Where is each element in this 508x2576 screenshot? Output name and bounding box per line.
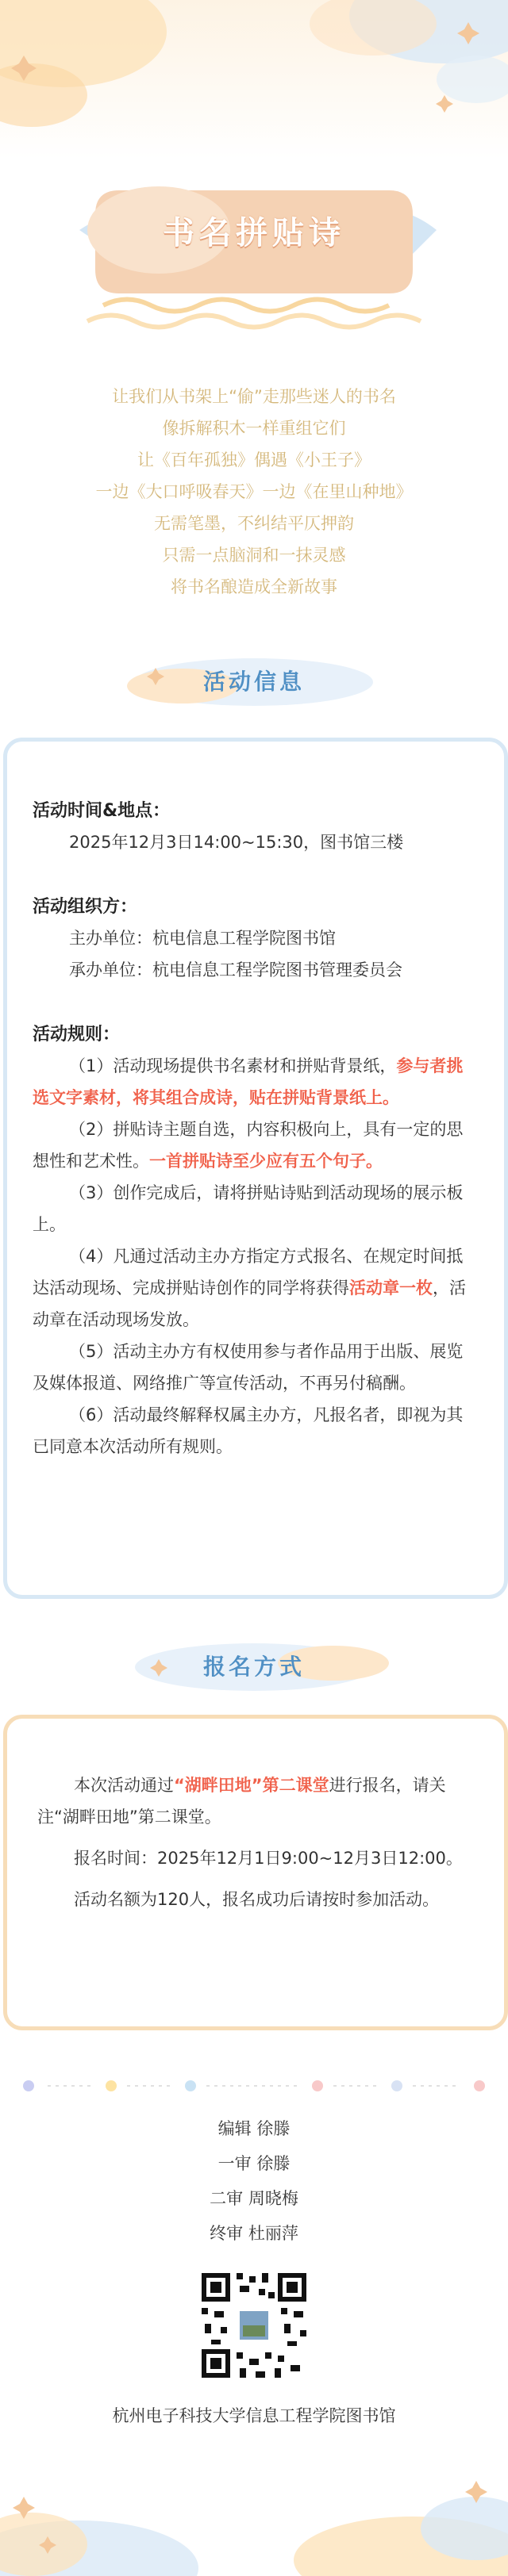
registration-card: [3, 1715, 508, 2030]
library-name: 杭州电子科技大学信息工程学院图书馆: [112, 2406, 396, 2425]
intro-poem: [0, 381, 508, 603]
registration-para-3: 活动名额为120人，报名成功后请按时参加活动。: [74, 1890, 440, 1909]
intro-line: 一边《大口呼吸春天》一边《在里山种地》: [95, 482, 413, 501]
credit-editor: 编辑 徐滕: [217, 2119, 291, 2138]
rule-1: [33, 1050, 477, 1114]
qr-code: [198, 2270, 310, 2381]
rule-4-text: （4）凡通过活动主办方指定方式报名、在规定时间抵达活动现场、完成拼贴诗创作的同学将获得: [33, 1247, 464, 1298]
section-heading-label: 报名方式: [202, 1654, 305, 1680]
rule-4-highlight: 活动章一枚: [349, 1278, 433, 1298]
registration-para-1: [37, 1769, 482, 1833]
para-1-highlight: “湖畔田地”第二课堂: [174, 1776, 329, 1795]
credit-review-1: 一审 徐滕: [217, 2154, 291, 2173]
intro-line: 让《百年孤独》偶遇《小王子》: [137, 450, 371, 470]
rule-1-highlight: 参与者挑选文字素材，将其组合成诗，贴在拼贴背景纸上。: [33, 1056, 464, 1107]
dots-divider: [16, 2080, 492, 2092]
rule-4-text-end: ，活动章在活动现场发放。: [33, 1278, 466, 1329]
page-title: 书名拼贴诗: [163, 215, 345, 251]
time-text: 2025年12月3日14:00~15:30，图书馆三楼: [69, 833, 404, 852]
rule-6: （6）活动最终解释权属主办方，凡报名者，即视为其已同意本次活动所有规则。: [33, 1405, 464, 1456]
rule-5: （5）活动主办方有权使用参与者作品用于出版、展览及媒体报道、网络推广等宣传活动，不再另付稿酬。: [33, 1342, 464, 1393]
intro-line: 无需笔墨，不纠结平仄押韵: [154, 514, 354, 533]
host-text: 主办单位：杭电信息工程学院图书馆: [69, 929, 336, 948]
intro-line: 像拆解积木一样重组它们: [162, 419, 346, 438]
intro-line: 将书名酿造成全新故事: [171, 577, 337, 596]
organizer-title: 活动组织方：: [33, 897, 138, 917]
header-decoration: [0, 0, 508, 365]
footer-decoration: [0, 2449, 508, 2576]
rules-title: 活动规则：: [33, 1025, 121, 1045]
para-1-text: 本次活动通过: [74, 1776, 174, 1795]
organizer-text: 承办单位：杭电信息工程学院图书管理委员会: [69, 960, 402, 979]
rule-4: [33, 1240, 477, 1336]
section-heading-activity-info: [0, 650, 508, 714]
time-title: 活动时间&地点：: [33, 801, 171, 821]
credit-review-3: 终审 杜丽萍: [210, 2224, 298, 2243]
registration-para-2: 报名时间：2025年12月1日9:00~12月3日12:00。: [74, 1849, 463, 1868]
section-heading-label: 活动信息: [202, 669, 305, 695]
rule-2-text: （2）拼贴诗主题自选，内容积极向上，具有一定的思想性和艺术性。: [33, 1120, 464, 1171]
rule-2: [33, 1114, 477, 1177]
rule-2-highlight: 一首拼贴诗至少应有五个句子。: [149, 1152, 383, 1171]
activity-info-card: [3, 738, 508, 1599]
intro-line: 让我们从书架上“偷”走那些迷人的书名: [112, 387, 396, 406]
para-1-text-end: 进行报名，请关注“湖畔田地”第二课堂。: [37, 1776, 446, 1827]
section-heading-registration: [0, 1635, 508, 1699]
credit-review-2: 二审 周晓梅: [210, 2189, 298, 2208]
intro-line: 只需一点脑洞和一抹灵感: [162, 546, 346, 565]
rule-1-text: （1）活动现场提供书名素材和拼贴背景纸，: [69, 1056, 397, 1075]
rule-3: （3）创作完成后，请将拼贴诗贴到活动现场的展示板上。: [33, 1183, 464, 1234]
